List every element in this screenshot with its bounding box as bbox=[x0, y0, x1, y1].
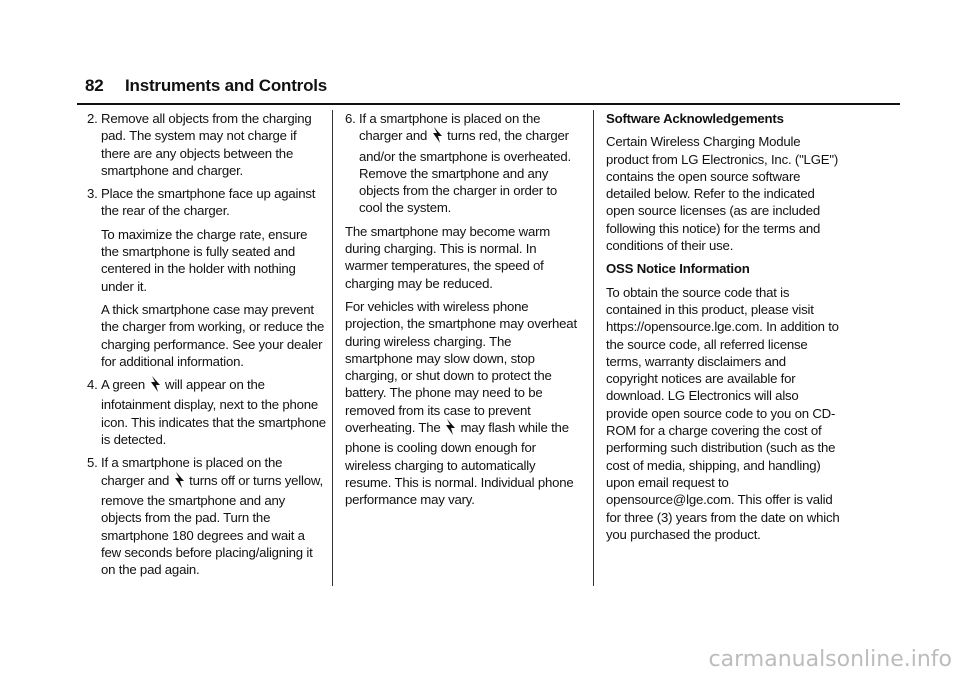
watermark: carmanualsonline.info bbox=[708, 647, 952, 672]
column-divider bbox=[593, 110, 594, 586]
page-number: 82 bbox=[85, 76, 104, 95]
item-text: If a smartphone is placed on the charger and bbox=[101, 455, 283, 488]
item-number: 5. bbox=[87, 455, 98, 471]
sub-paragraph: A thick smartphone case may prevent the charger from working, or reduce the charging performance. See your dealer for additional information. bbox=[101, 301, 325, 369]
paragraph: To obtain the source code that is contained in this product, please visit https://opensource.lge.com. In addition to the source code, all referred license terms, warranty disclaimers and copyright notices are available for download. LG Electronics will also provide open source code to you on CD-ROM for a charge covering the cost of performing such distribution (such as the cost of media, shipping, and handling) upon email request to opensource@lge.com. This offer is valid for three (3) years from the date on which you purchased the product. bbox=[606, 284, 840, 542]
list-item bbox=[87, 454, 327, 578]
column-divider bbox=[332, 110, 333, 586]
lightning-bolt-icon bbox=[150, 376, 161, 396]
list-item bbox=[87, 110, 327, 179]
lightning-bolt-icon bbox=[445, 419, 456, 439]
paragraph-text: For vehicles with wireless phone projection, the smartphone may overheat during wireless charging. The smartphone may slow down, stop charging, or shut down to protect the battery. The phone may need to be removed from its case to prevent overheating. The bbox=[345, 298, 577, 436]
item-text: Remove all objects from the charging pad. The system may not charge if there are any objects between the smartphone and charger. bbox=[101, 111, 312, 178]
paragraph: Certain Wireless Charging Module product from LG Electronics, Inc. ("LGE") contains the open source software detailed below. Refer to the indicated open source licenses (as are included following this notice) for the terms and conditions of their use. bbox=[606, 134, 839, 254]
item-text: turns off or turns yellow, remove the smartphone and any objects from the pad. Turn the smartphone 180 degrees and wait a few seconds before placing/aligning it on the pad again. bbox=[101, 472, 323, 578]
column-3 bbox=[606, 110, 840, 549]
section-title: Instruments and Controls bbox=[125, 76, 328, 95]
column-1 bbox=[87, 110, 327, 584]
item-number: 3. bbox=[87, 186, 98, 202]
lightning-bolt-icon bbox=[432, 127, 443, 147]
list-item bbox=[87, 185, 327, 220]
item-text: A green bbox=[101, 377, 146, 393]
section-heading: Software Acknowledgements bbox=[606, 111, 784, 126]
item-text: Place the smartphone face up against the rear of the charger. bbox=[101, 186, 316, 219]
item-number: 4. bbox=[87, 377, 98, 393]
column-2 bbox=[345, 110, 581, 515]
item-number: 6. bbox=[345, 111, 356, 126]
header-rule bbox=[77, 103, 900, 105]
paragraph-text: may flash while the phone is cooling down enough for wireless charging to automatically resume. This is normal. Individual phone performance may vary. bbox=[345, 420, 574, 508]
paragraph bbox=[345, 298, 581, 509]
paragraph: The smartphone may become warm during charging. This is normal. In warmer temperatures, the speed of charging may be reduced. bbox=[345, 223, 551, 291]
list-item bbox=[87, 376, 327, 448]
lightning-bolt-icon bbox=[174, 472, 185, 492]
item-text: If a smartphone is placed on the charger and bbox=[359, 111, 541, 144]
item-text: turns red, the charger and/or the smartphone is overheated. Remove the smartphone and any objects from the charger in order to cool the system. bbox=[359, 128, 571, 216]
list-item bbox=[345, 110, 581, 217]
section-heading: OSS Notice Information bbox=[606, 261, 750, 277]
page-header bbox=[85, 76, 327, 96]
item-text: will appear on the infotainment display, next to the phone icon. This indicates that the smartphone is detected. bbox=[101, 377, 326, 448]
item-number: 2. bbox=[87, 111, 98, 126]
sub-paragraph: To maximize the charge rate, ensure the smartphone is fully seated and centered in the holder with nothing under it. bbox=[101, 226, 308, 294]
